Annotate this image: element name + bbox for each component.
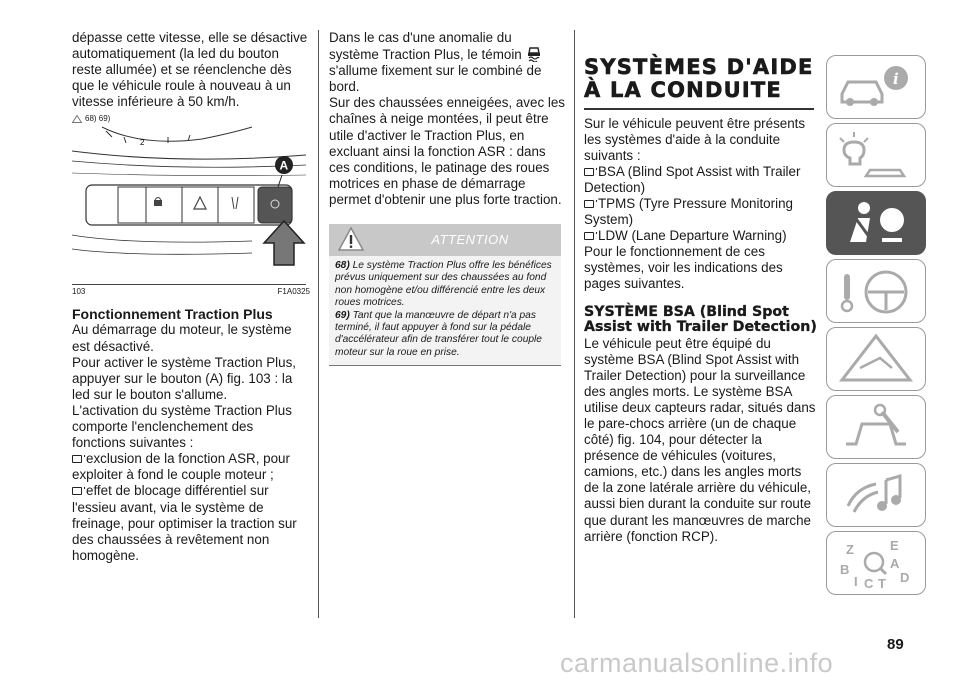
chapter-tabs: [826, 55, 926, 599]
attention-note: [335, 310, 557, 360]
bullet-icon: [584, 168, 594, 176]
svg-text:E: E: [890, 538, 899, 553]
dial-number: 2: [140, 138, 145, 148]
note-text: Le système Traction Plus offre les bénéfices prévus uniquement sur des chaussées au fond non homogène et/ou différencié entre les deux roues motrices.: [335, 260, 552, 309]
svg-text:B: B: [840, 562, 850, 577]
tab-warning-lights[interactable]: [826, 123, 926, 187]
tab-safety[interactable]: [826, 191, 926, 255]
paragraph: Sur le véhicule peuvent être présents les systèmes d'aide à la conduite suivants :: [584, 115, 806, 163]
figure-caption: [72, 287, 310, 296]
section-title: SYSTÈMES D'AIDE À LA CONDUITE: [584, 55, 814, 102]
reference-numbers: 68) 69): [85, 114, 111, 124]
svg-text:C: C: [864, 576, 874, 590]
column-divider: [574, 30, 575, 618]
svg-text:D: D: [900, 570, 910, 585]
steering-wheel-icon: [836, 264, 916, 318]
multimedia-icon: [836, 468, 916, 522]
paragraph: Au démarrage du moteur, le système est désactivé.: [72, 322, 292, 354]
bullet-item: [584, 164, 818, 196]
attention-note: [335, 260, 557, 310]
bullet-text: BSA (Blind Spot Assist with Trailer Detection): [584, 163, 801, 195]
column-left: [72, 30, 310, 564]
paragraph: [329, 30, 565, 95]
warning-references: [72, 114, 310, 123]
bullet-icon: [584, 200, 594, 208]
attention-box: [329, 224, 561, 366]
note-number: 68): [335, 260, 350, 272]
paragraph: L'activation du système Traction Plus comporte l'enclenchement des fonctions suivantes :: [72, 402, 292, 451]
figure-callout-a: A: [279, 158, 289, 173]
note-text: Tant que la manœuvre de départ n'a pas terminé, il faut appuyer à fond sur la pédale d'accélérateur afin de transférer tout le couple moteur sur la roue en prise.: [335, 309, 542, 358]
svg-text:T: T: [878, 576, 886, 590]
section-rule: [584, 108, 814, 110]
page-number: 89: [887, 636, 904, 653]
watermark: carmanualsonline.info: [560, 648, 834, 678]
emergency-triangle-icon: [836, 332, 916, 386]
paragraph: Sur des chaussées enneigées, avec les chaînes à neige montées, il peut être utile d'activer le Traction Plus, en excluant ainsi la fonction ASR : dans ces conditions, le patinage des roues motrices en phase de démarrage permet d'obtenir une plus forte traction.: [329, 95, 565, 207]
subsection-title: SYSTÈME BSA (Blind Spot Assist with Trailer Detection): [584, 303, 817, 336]
attention-header: [329, 224, 561, 256]
attention-title: ATTENTION: [431, 232, 509, 248]
bullet-item: [584, 196, 818, 228]
column-right: [584, 56, 818, 545]
bullet-text: TPMS (Tyre Pressure Monitoring System): [584, 195, 793, 228]
svg-text:i: i: [893, 70, 899, 88]
paragraph: Le véhicule peut être équipé du système BSA (Blind Spot Assist with Trailer Detection) pour la surveillance des angles morts. Le système BSA utilise deux capteurs radar, situés dans le pare-chocs arrière (un de chaque côté) fig. 104, pour détecter la présence de véhicules (voitures, camions, etc.) dans les angles morts de la zone latérale arrière du véhicule, aussi bien durant la conduite sur route que durant les manœuvres de marche arrière (fonction RCP).: [584, 335, 816, 544]
paragraph-text: s'allume fixement sur le combiné de bord.: [329, 63, 542, 95]
svg-text:I: I: [854, 574, 858, 589]
figure-dashboard-button: [72, 125, 306, 285]
bullet-text: exclusion de la fonction ASR, pour exploiter à fond le couple moteur ;: [72, 451, 290, 483]
paragraph: Pour activer le système Traction Plus, appuyer sur le bouton (A) fig. 103 : la led sur le bouton s'allume.: [72, 354, 297, 402]
bullet-icon: [584, 232, 594, 240]
attention-body: [329, 256, 561, 366]
paragraph-text: Dans le cas d'une anomalie du système Traction Plus, le témoin: [329, 30, 522, 63]
tab-maintenance[interactable]: [826, 395, 926, 459]
note-number: 69): [335, 309, 350, 321]
tab-car-info[interactable]: [826, 55, 926, 119]
column-divider: [318, 30, 319, 618]
warning-triangle-icon: [72, 115, 82, 123]
bullet-item: [72, 483, 310, 563]
traction-warning-icon: [526, 46, 542, 62]
bullet-icon: [72, 455, 82, 463]
maintenance-icon: [836, 400, 916, 454]
tab-multimedia[interactable]: [826, 463, 926, 527]
bullet-text: LDW (Lane Departure Warning): [598, 228, 787, 244]
seatbelt-airbag-icon: [836, 196, 916, 250]
bullet-item: [72, 451, 310, 483]
bullet-item: [584, 228, 818, 244]
tab-starting-driving[interactable]: [826, 259, 926, 323]
bullet-icon: [72, 487, 82, 495]
paragraph: Pour le fonctionnement de ces systèmes, voir les indications des pages suivantes.: [584, 244, 783, 292]
index-icon: [836, 536, 916, 590]
warning-lights-icon: [836, 128, 916, 182]
car-info-icon: [836, 60, 916, 114]
column-middle: [329, 30, 565, 366]
subsection-title: Fonctionnement Traction Plus: [72, 306, 273, 323]
tab-emergency[interactable]: [826, 327, 926, 391]
tab-index[interactable]: [826, 531, 926, 595]
intro-paragraph: dépasse cette vitesse, elle se désactive automatiquement (la led du bouton reste allumée) et se réenclenche dès que le véhicule roule à nouveau à un vitesse inférieure à 50 km/h.: [72, 30, 308, 110]
figure-code: F1A0325: [277, 287, 310, 297]
svg-text:Z: Z: [846, 542, 854, 557]
figure-number: 103: [72, 287, 86, 297]
svg-text:A: A: [890, 556, 900, 571]
bullet-text: effet de blocage différentiel sur l'essieu avant, via le système de freinage, pour optimiser la traction sur des chaussées à revêtement non homogène.: [72, 483, 297, 563]
